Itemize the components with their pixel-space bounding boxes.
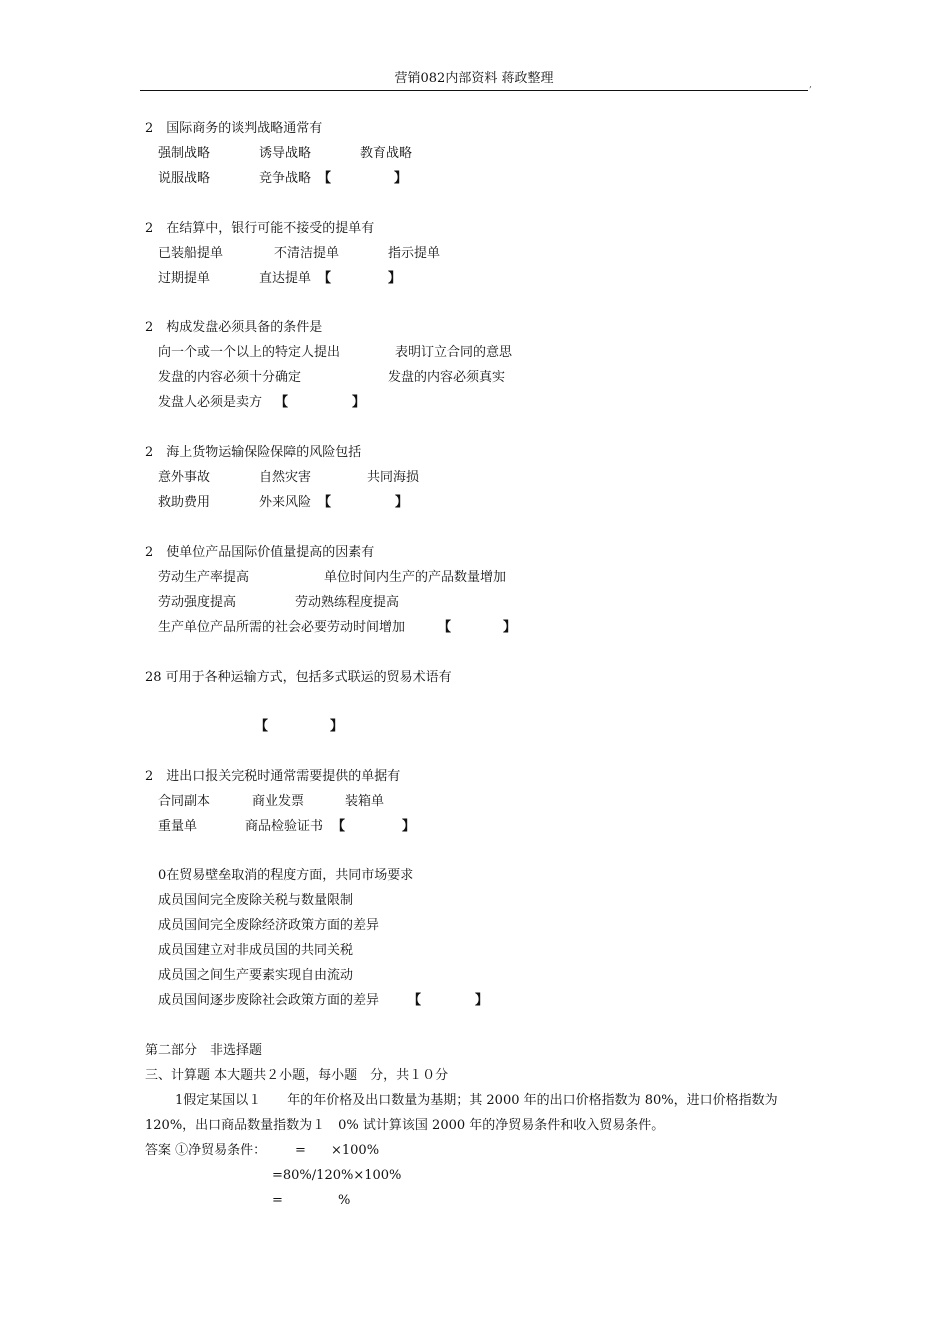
option: 发盘人必须是卖方 (158, 395, 263, 410)
answer-bracket-open: 【 (318, 171, 332, 186)
section-heading: 三、计算题 本大题共２小题，每小题 分，共１０分 (145, 1068, 449, 1083)
question-stem: 2 使单位产品国际价值量提高的因素有 (145, 545, 375, 560)
answer-label: 答案 ①净贸易条件： (145, 1143, 267, 1158)
options-row (158, 393, 758, 413)
options-row (158, 817, 758, 837)
answer-equals: = (272, 1193, 283, 1208)
answer-bracket-open: 【 (318, 271, 332, 286)
option: 不清洁提单 (274, 246, 340, 261)
option: 直达提单 (259, 271, 312, 286)
problem-text: 120%，出口商品数量指数为１ 0% 试计算该国 2000 年的净贸易条件和收入贸易条件。 (145, 1118, 665, 1133)
part-title: 第二部分 非选择题 (145, 1043, 263, 1058)
answer-bracket-open: 【 (255, 719, 269, 734)
options-row (158, 269, 758, 289)
option: 竞争战略 (259, 171, 312, 186)
answer-bracket-open: 【 (318, 495, 332, 510)
options-row (158, 244, 758, 264)
answer-bracket-close: 】 (330, 719, 344, 734)
answer-bracket-close: 】 (352, 395, 366, 410)
option: 合同副本 (158, 794, 211, 809)
answer-formula: ×100% (331, 1143, 380, 1158)
option: 成员国间完全废除关税与数量限制 (158, 893, 354, 908)
options-row (158, 368, 758, 388)
option: 发盘的内容必须真实 (388, 370, 506, 385)
answer-bracket-open: 【 (275, 395, 289, 410)
answer-bracket-close: 】 (388, 271, 402, 286)
option: 诱导战略 (259, 146, 312, 161)
option: 劳动生产率提高 (158, 570, 250, 585)
option: 成员国建立对非成员国的共同关税 (158, 943, 354, 958)
answer-formula: =80%/120%×100% (272, 1168, 402, 1183)
option: 过期提单 (158, 271, 211, 286)
options-row (158, 618, 758, 638)
question-stem: 2 海上货物运输保险保障的风险包括 (145, 445, 362, 460)
option: 自然灾害 (259, 470, 312, 485)
options-row (158, 792, 758, 812)
answer-bracket-close: 】 (503, 620, 517, 635)
option: 单位时间内生产的产品数量增加 (324, 570, 507, 585)
option: 强制战略 (158, 146, 211, 161)
question-stem: 0在贸易壁垒取消的程度方面，共同市场要求 (158, 868, 414, 883)
option: 意外事故 (158, 470, 211, 485)
question-stem: 2 构成发盘必须具备的条件是 (145, 320, 323, 335)
answer-bracket-close: 】 (394, 171, 408, 186)
answer-result (272, 1191, 472, 1211)
option: 装箱单 (345, 794, 385, 809)
answer-bracket-open: 【 (408, 993, 422, 1008)
option: 已装船提单 (158, 246, 224, 261)
option: 重量单 (158, 819, 198, 834)
answer-equals: = (295, 1143, 306, 1158)
answer-bracket-close: 】 (402, 819, 416, 834)
header-mark: , (809, 80, 812, 90)
option: 成员国之间生产要素实现自由流动 (158, 968, 354, 983)
option: 成员国间完全废除经济政策方面的差异 (158, 918, 380, 933)
option: 劳动强度提高 (158, 595, 237, 610)
problem-text: 1假定某国以１ 年的年价格及出口数量为基期；其 2000 年的出口价格指数为 80%，进口价格指数为 (175, 1093, 778, 1108)
answer-line (145, 1141, 645, 1161)
options-row (158, 717, 758, 737)
option: 说服战略 (158, 171, 211, 186)
options-row (158, 991, 758, 1011)
answer-bracket-close: 】 (395, 495, 409, 510)
question-stem: 2 国际商务的谈判战略通常有 (145, 121, 323, 136)
option: 商品检验证书 (245, 819, 324, 834)
option: 指示提单 (388, 246, 441, 261)
answer-bracket-close: 】 (475, 993, 489, 1008)
options-row (158, 169, 758, 189)
header-title: 营销082内部资料 蒋政整理 (394, 71, 554, 86)
answer-percent: % (338, 1193, 351, 1208)
answer-bracket-open: 【 (438, 620, 452, 635)
option: 教育战略 (360, 146, 413, 161)
question-stem: 2 进出口报关完税时通常需要提供的单据有 (145, 769, 401, 784)
option: 共同海损 (367, 470, 420, 485)
question-stem: 28 可用于各种运输方式，包括多式联运的贸易术语有 (145, 670, 452, 685)
option: 外来风险 (259, 495, 312, 510)
option: 商业发票 (252, 794, 305, 809)
answer-bracket-open: 【 (332, 819, 346, 834)
question-stem: 2 在结算中，银行可能不接受的提单有 (145, 221, 375, 236)
option: 生产单位产品所需的社会必要劳动时间增加 (158, 620, 406, 635)
page-header (140, 68, 812, 91)
options-row (158, 343, 758, 363)
options-row (158, 593, 758, 613)
options-row (158, 493, 758, 513)
option: 成员国间逐步废除社会政策方面的差异 (158, 993, 380, 1008)
option: 向一个或一个以上的特定人提出 (158, 345, 341, 360)
options-row (158, 468, 758, 488)
option: 救助费用 (158, 495, 211, 510)
options-row (158, 144, 758, 164)
option: 表明订立合同的意思 (395, 345, 513, 360)
option: 劳动熟练程度提高 (295, 595, 400, 610)
option: 发盘的内容必须十分确定 (158, 370, 302, 385)
options-row (158, 568, 758, 588)
